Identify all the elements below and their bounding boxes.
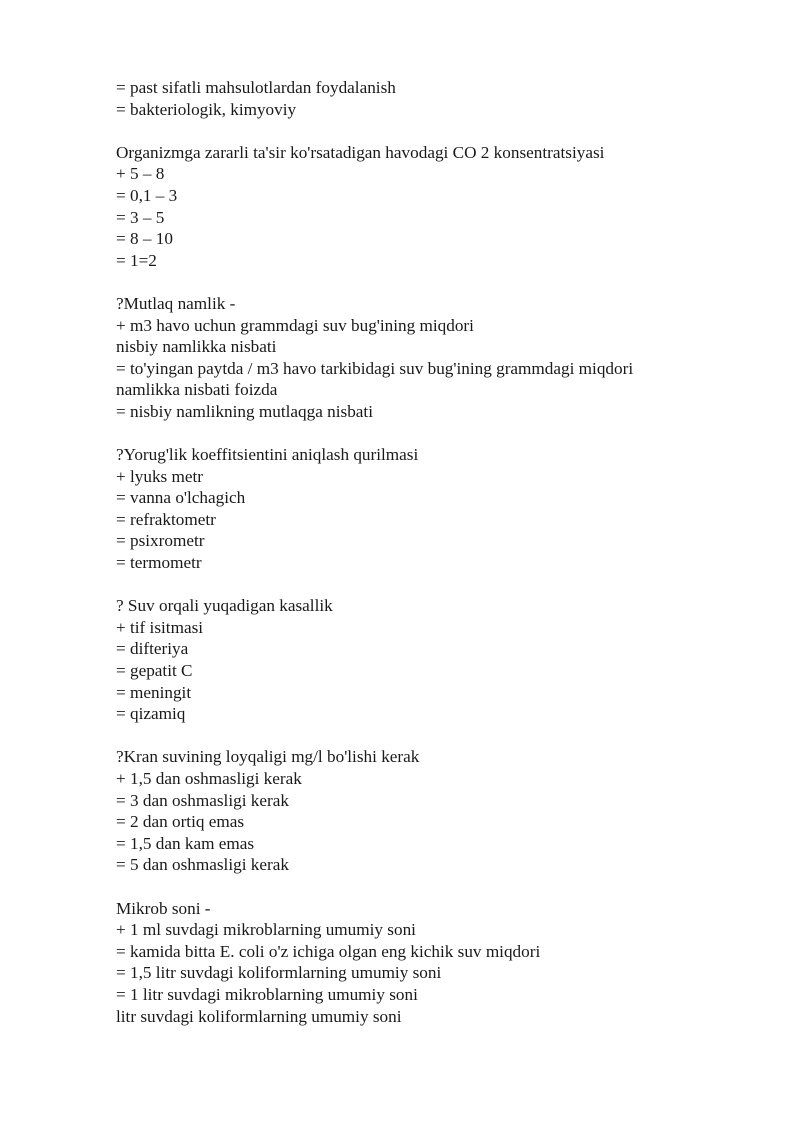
text-line: = past sifatli mahsulotlardan foydalanish — [116, 78, 396, 97]
text-line: = 2 dan ortiq emas — [116, 812, 245, 832]
text-line: Mikrob soni - — [116, 898, 211, 918]
text-line: = qizamiq — [116, 704, 186, 724]
text-line: = 1,5 dan kam emas — [116, 833, 255, 853]
text-line: = vanna o'lchagich — [116, 488, 246, 508]
text-line: + 1 ml suvdagi mikroblarning umumiy soni — [116, 920, 416, 940]
text-line: = 3 dan oshmasligi kerak — [116, 790, 289, 810]
text-line: = 3 – 5 — [116, 207, 165, 227]
text-line: = 0,1 – 3 — [116, 185, 178, 205]
text-line: + m3 havo uchun grammdagi suv bug'ining miqdori — [116, 315, 474, 335]
text-line: litr suvdagi koliformlarning umumiy soni — [116, 1006, 402, 1026]
text-line: = 5 dan oshmasligi kerak — [116, 855, 289, 875]
text-line: = kamida bitta E. coli o'z ichiga olgan eng kichik suv miqdori — [116, 941, 541, 961]
text-line: = bakteriologik, kimyoviy — [116, 99, 297, 119]
text-line: + tif isitmasi — [116, 617, 204, 637]
question-block — [116, 293, 776, 423]
question-block — [116, 142, 776, 272]
text-line: = 8 – 10 — [116, 229, 173, 249]
text-line: nisbiy namlikka nisbati — [116, 337, 277, 357]
text-line: = refraktometr — [116, 509, 216, 529]
question-block — [116, 746, 776, 876]
question-block — [116, 444, 776, 574]
text-line: + 5 – 8 — [116, 164, 165, 184]
text-line: ?Mutlaq namlik - — [116, 293, 236, 313]
question-block — [116, 77, 776, 120]
text-line: = gepatit C — [116, 661, 193, 681]
text-line: = difteriya — [116, 639, 189, 659]
text-line: Organizmga zararli ta'sir ko'rsatadigan havodagi CO 2 konsentratsiyasi — [116, 142, 605, 162]
text-line: = 1,5 litr suvdagi koliformlarning umumiy soni — [116, 963, 442, 983]
text-line: = to'yingan paytda / m3 havo tarkibidagi suv bug'ining grammdagi miqdori — [116, 358, 634, 378]
text-line: = psixrometr — [116, 531, 205, 551]
text-line: = termometr — [116, 553, 202, 573]
text-line: namlikka nisbati foizda — [116, 380, 278, 400]
document-text — [116, 77, 776, 1049]
text-line: = 1=2 — [116, 250, 157, 270]
question-block — [116, 898, 776, 1028]
text-line: + 1,5 dan oshmasligi kerak — [116, 769, 302, 788]
text-line: ?Kran suvining loyqaligi mg/l bo'lishi kerak — [116, 747, 420, 767]
text-line: + lyuks metr — [116, 466, 204, 486]
question-block — [116, 595, 776, 725]
text-line: = nisbiy namlikning mutlaqga nisbati — [116, 401, 373, 421]
text-line: ?Yorug'lik koeffitsientini aniqlash qurilmasi — [116, 445, 419, 465]
text-line: = meningit — [116, 682, 192, 702]
text-line: ? Suv orqali yuqadigan kasallik — [116, 596, 333, 616]
text-line: = 1 litr suvdagi mikroblarning umumiy soni — [116, 984, 418, 1004]
